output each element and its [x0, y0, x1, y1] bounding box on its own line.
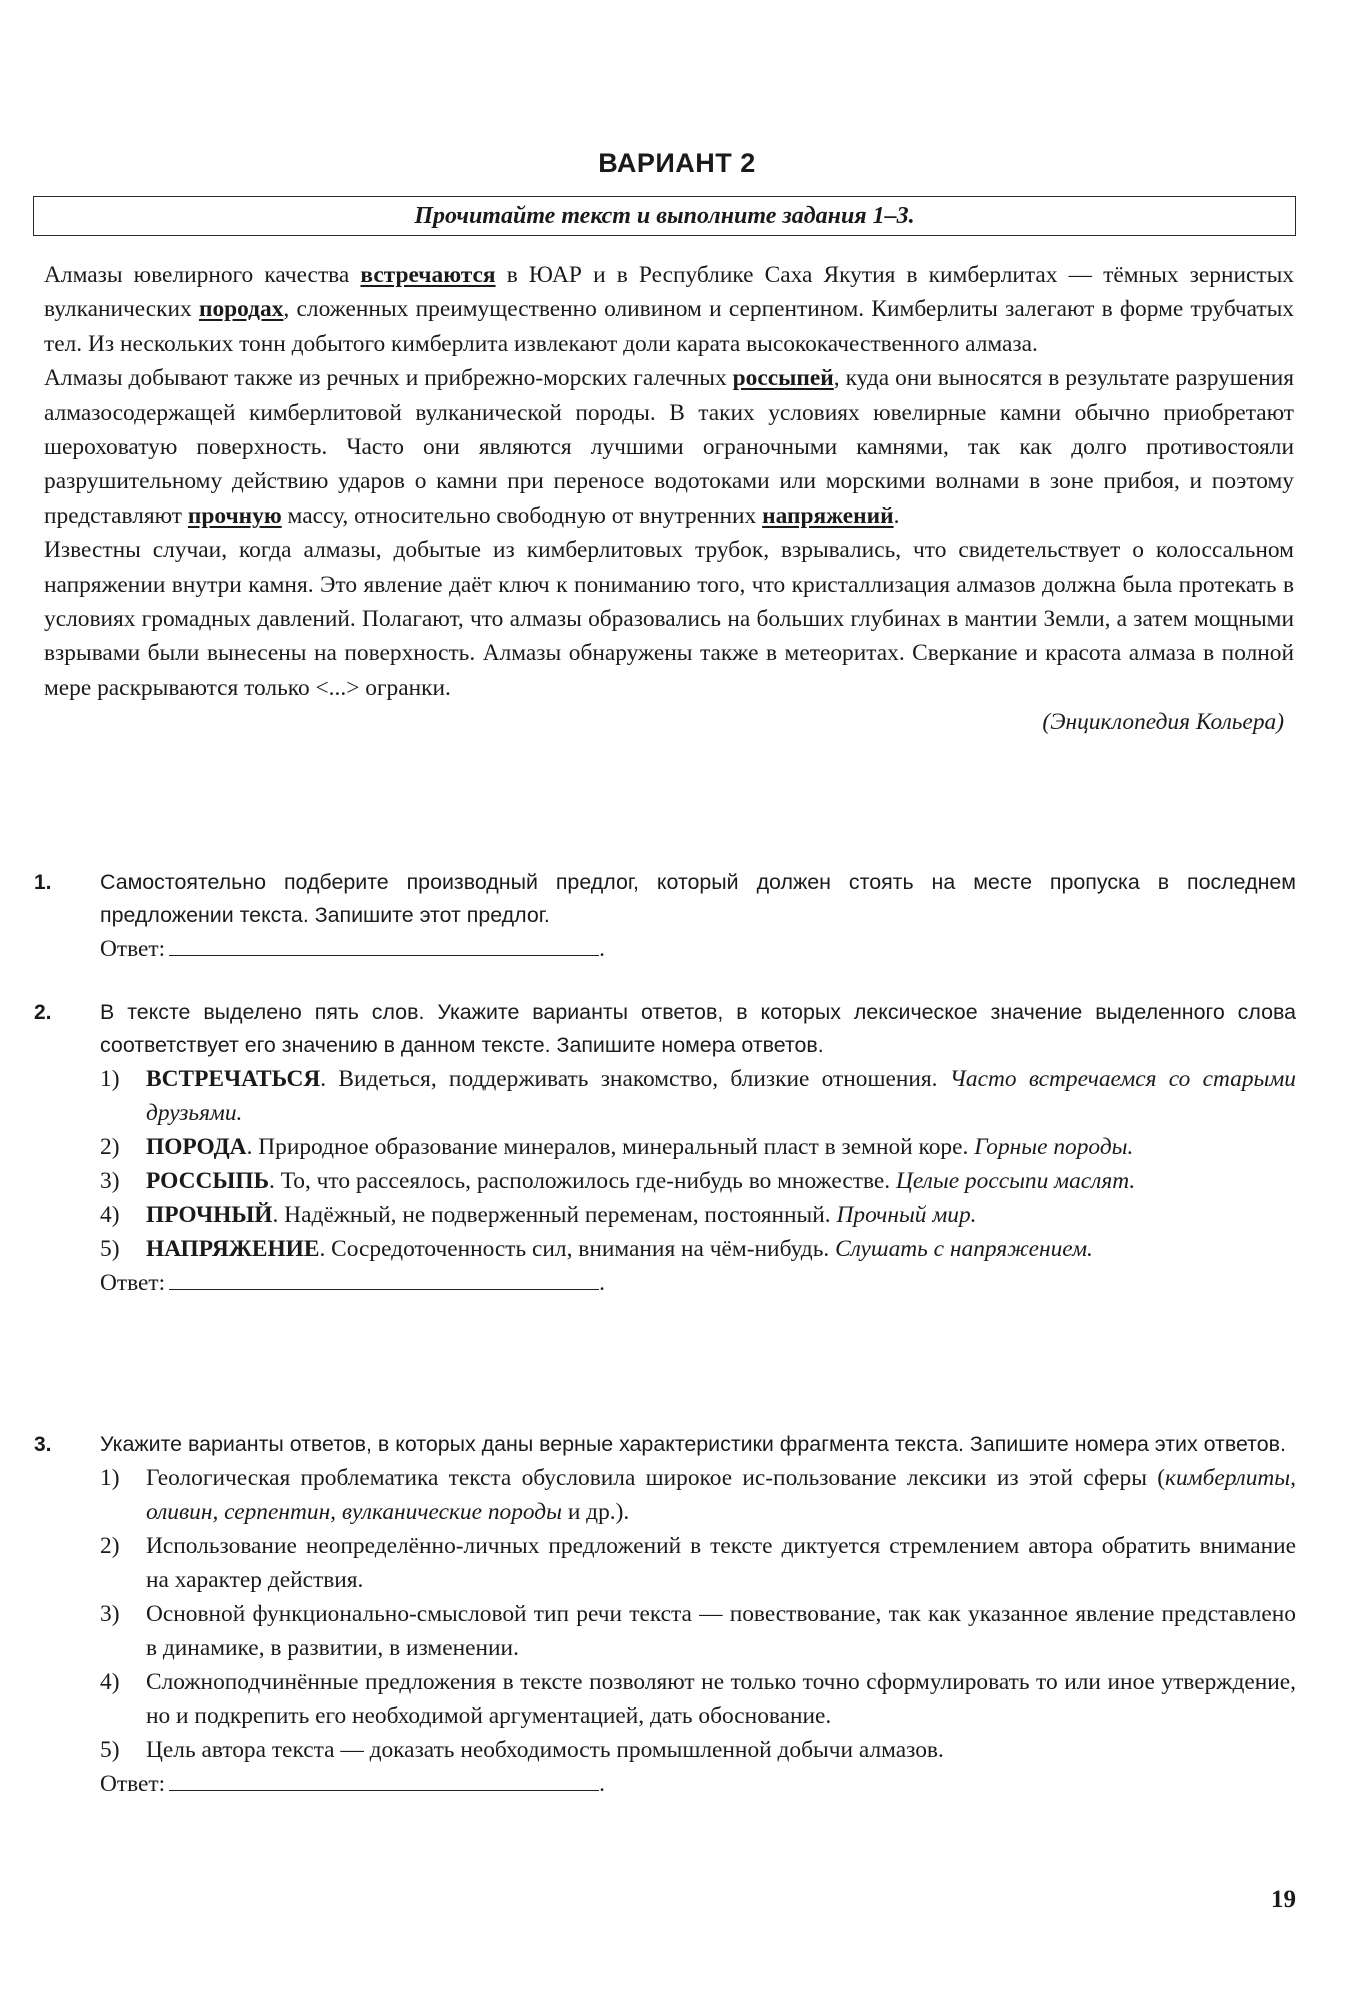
option-definition: . Видеться, поддерживать знакомство, близкие отношения. [320, 1066, 950, 1092]
variant-title: ВАРИАНТ 2 [598, 148, 756, 178]
task-3 [34, 1428, 1296, 1801]
option-definition: . Надёжный, не подверженный переменам, постоянный. [272, 1202, 837, 1228]
answer-label: Ответ: [100, 1771, 166, 1797]
option-4 [100, 1198, 1296, 1232]
option-5 [100, 1232, 1296, 1266]
option-2 [100, 1529, 1296, 1597]
option-number: 1) [100, 1066, 120, 1092]
highlighted-word: россыпей [732, 365, 834, 392]
source-citation: (Энциклопедия Кольера) [1042, 709, 1284, 736]
answer-input-line[interactable] [169, 935, 599, 956]
text-run: . [893, 502, 900, 529]
task-number: 2. [34, 1001, 52, 1024]
option-1 [100, 1461, 1296, 1529]
option-text: Основной функционально-смысловой тип речи текста — повествование, так как указанное явление представлено в динамике, в развитии, в изменении. [146, 1601, 1296, 1661]
option-text-end: и др.). [561, 1499, 630, 1525]
option-number: 3) [100, 1168, 120, 1194]
highlighted-word: напряжений [762, 502, 894, 529]
answer-label: Ответ: [100, 1270, 166, 1296]
option-4 [100, 1665, 1296, 1733]
option-italic-terms: кимберлиты, оливин, серпентин, вулканические породы [146, 1465, 1296, 1525]
option-example: Часто встречаемся со старыми друзьями. [146, 1066, 1296, 1126]
text-run: массу, относительно свободную от внутренних [281, 502, 763, 529]
option-example: Целые россыпи маслят. [895, 1168, 1136, 1194]
answer-end: . [599, 936, 605, 962]
option-number: 5) [100, 1236, 120, 1262]
highlighted-word: прочную [187, 502, 282, 529]
text-run: , куда они выносятся в результате разрушения алмазосодержащей кимберлитовой вулканической породы. В таких условиях ювелирные камни обычно приобретают шероховатую поверхность. Часто они являются лучшими ограночными камнями, так как долго противостояли разрушительному действию ударов о камни при переносе водотоками или морскими волнами в зоне прибоя, и поэтому представляют [44, 365, 1294, 529]
task-1 [34, 866, 1296, 966]
text-run: , сложенных преимущественно оливином и серпентином. Кимберлиты залегают в форме трубчатых тел. Из нескольких тонн добытого кимберлита извлекают доли карата высококачественного алмаза. [44, 296, 1295, 357]
option-example: Горные породы. [974, 1134, 1134, 1160]
instruction-box [33, 196, 1296, 236]
option-number: 4) [100, 1669, 120, 1695]
answer-row [100, 1767, 1296, 1801]
option-3 [100, 1597, 1296, 1665]
answer-row [100, 1266, 1296, 1300]
option-example: Слушать с напряжением. [835, 1236, 1093, 1262]
task-text: Самостоятельно подберите производный предлог, который должен стоять на месте пропуска в последнем предложении текста. Запишите этот предлог. [100, 870, 1296, 927]
option-5 [100, 1733, 1296, 1767]
option-word: ВСТРЕЧАТЬСЯ [146, 1066, 321, 1092]
text-run: Алмазы добывают также из речных и прибрежно-морских галечных [44, 365, 733, 392]
option-number: 1) [100, 1465, 120, 1491]
option-number: 5) [100, 1737, 120, 1763]
instruction-text: Прочитайте текст и выполните задания 1–3. [414, 203, 915, 229]
answer-input-line[interactable] [169, 1269, 599, 1290]
option-number: 2) [100, 1533, 120, 1559]
option-3 [100, 1164, 1296, 1198]
option-definition: . Сосредоточенность сил, внимания на чём-нибудь. [319, 1236, 836, 1262]
options-list [100, 1461, 1296, 1767]
option-text: Сложноподчинённые предложения в тексте позволяют не только точно сформулировать то или иное утверждение, но и подкрепить его необходимой аргументацией, дать обоснование. [146, 1669, 1296, 1729]
task-2 [34, 996, 1296, 1300]
option-text: Геологическая проблематика текста обусловила широкое ис-пользование лексики из этой сферы ( [146, 1465, 1165, 1491]
option-1 [100, 1062, 1296, 1130]
highlighted-word: породах [198, 296, 284, 323]
option-definition: . То, что рассеялось, расположилось где-нибудь во множестве. [269, 1168, 896, 1194]
options-list [100, 1062, 1296, 1266]
option-number: 2) [100, 1134, 120, 1160]
answer-row [100, 932, 1296, 966]
task-number: 1. [34, 871, 52, 894]
option-word: ПРОЧНЫЙ [146, 1202, 273, 1228]
task-number: 3. [34, 1433, 52, 1456]
option-example: Прочный мир. [836, 1202, 977, 1228]
answer-label: Ответ: [100, 936, 166, 962]
option-number: 3) [100, 1601, 120, 1627]
option-text: Использование неопределённо-личных предложений в тексте диктуется стремлением автора обратить внимание на характер действия. [146, 1533, 1296, 1593]
page-number: 19 [1271, 1886, 1296, 1913]
task-text: Укажите варианты ответов, в которых даны верные характеристики фрагмента текста. Запишите номера этих ответов. [100, 1432, 1286, 1456]
text-run: в ЮАР и в Республике Саха Якутия в кимберлитах — тёмных зернистых вулканических [44, 262, 1294, 323]
paragraph-2 [44, 361, 1294, 533]
option-word: РОССЫПЬ [146, 1168, 270, 1194]
answer-input-line[interactable] [169, 1770, 599, 1791]
highlighted-word: встречаются [360, 262, 496, 288]
task-text: В тексте выделено пять слов. Укажите варианты ответов, в которых лексическое значение выделенного слова соответствует его значению в данном тексте. Запишите номера ответов. [100, 1000, 1296, 1057]
paragraph-3: Известны случаи, когда алмазы, добытые из кимберлитовых трубок, взрывались, что свидетельствует о колоссальном напряжении внутри камня. Это явление даёт ключ к пониманию того, что кристаллизация алмазов должна была протекать в условиях громадных давлений. Полагают, что алмазы образовались на больших глубинах в мантии Земли, а затем мощными взрывами были вынесены на поверхность. Алмазы обнаружены также в метеоритах. Сверкание и красота алмаза в полной мере раскрываются только <...> огранки. [44, 537, 1294, 701]
reading-text [44, 258, 1294, 740]
option-word: НАПРЯЖЕНИЕ [146, 1236, 320, 1262]
paragraph-1 [44, 258, 1294, 361]
option-definition: . Природное образование минералов, минеральный пласт в земной коре. [246, 1134, 975, 1160]
option-2 [100, 1130, 1296, 1164]
answer-end: . [599, 1270, 605, 1296]
option-word: ПОРОДА [146, 1134, 247, 1160]
option-number: 4) [100, 1202, 120, 1228]
option-text: Цель автора текста — доказать необходимость промышленной добычи алмазов. [146, 1737, 944, 1763]
text-run: Алмазы ювелирного качества [44, 262, 361, 288]
answer-end: . [599, 1771, 605, 1797]
